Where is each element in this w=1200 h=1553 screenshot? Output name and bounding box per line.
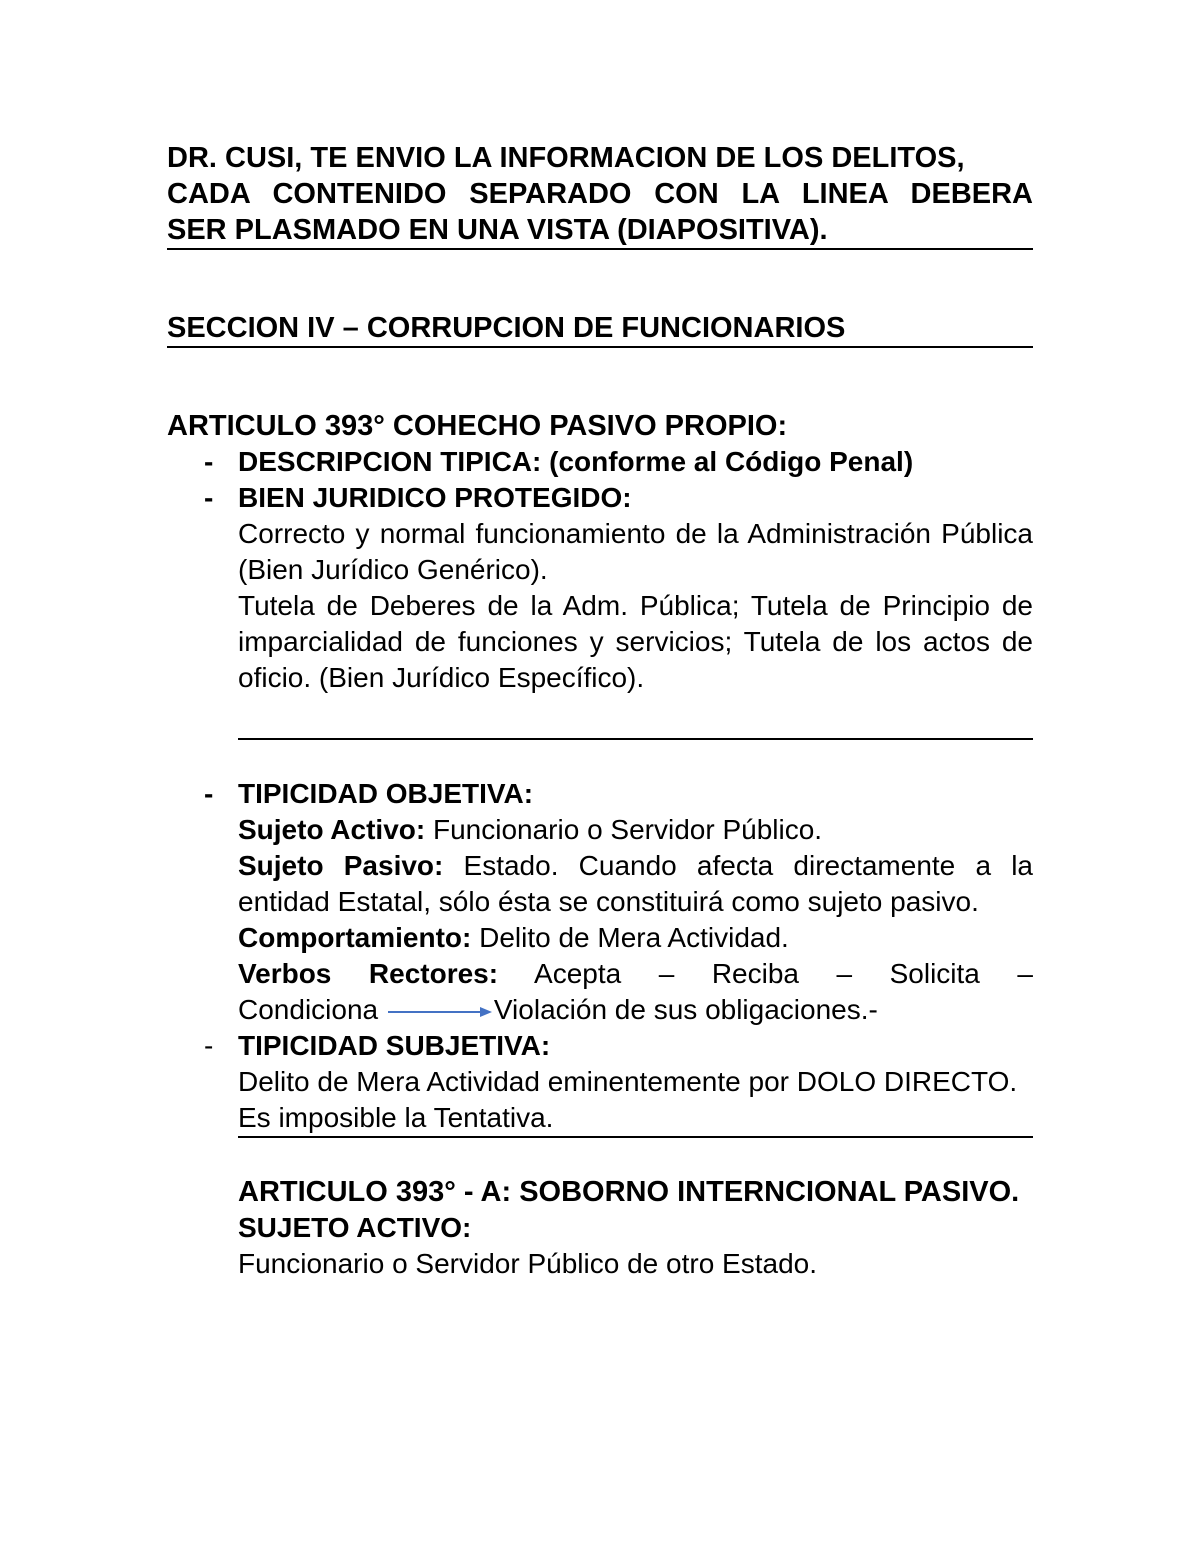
sujeto-pasivo: [238, 848, 1033, 920]
bullet-dash: -: [204, 446, 214, 477]
sujeto-activo: [238, 812, 1033, 848]
bien-juridico-generico: Correcto y normal funcionamiento de la Administración Pública (Bien Jurídico Genérico).: [238, 518, 1033, 585]
comportamiento-label: Comportamiento:: [238, 922, 472, 953]
bullet-dash: -: [204, 1030, 214, 1061]
verbos-rectores: [238, 956, 1033, 992]
list-item: [204, 1028, 1033, 1064]
section-title: SECCION IV – CORRUPCION DE FUNCIONARIOS: [167, 310, 1033, 348]
comportamiento-text: Delito de Mera Actividad.: [471, 922, 789, 953]
verbos-rectores-label: Verbos Rectores:: [238, 958, 499, 989]
list-item: [204, 776, 1033, 812]
intro-line-2: CADA CONTENIDO SEPARADO CON LA LINEA DEBERA: [167, 178, 1033, 210]
list-item: [204, 480, 1033, 516]
verbos-rectores-text: Acepta – Reciba – Solicita –: [534, 958, 1033, 989]
sujeto-activo-text: Funcionario o Servidor Público.: [425, 814, 823, 845]
tipicidad-subjetiva-label: TIPICIDAD SUBJETIVA:: [238, 1030, 551, 1061]
comportamiento: [238, 920, 1033, 956]
article-393-body: [204, 444, 1033, 1282]
intro-line-3: SER PLASMADO EN UNA VISTA (DIAPOSITIVA).: [167, 214, 828, 246]
intro-line-1: DR. CUSI, TE ENVIO LA INFORMACION DE LOS DELITOS,: [167, 142, 965, 174]
arrow-right-icon: [386, 1005, 494, 1019]
bien-juridico-label: BIEN JURIDICO PROTEGIDO:: [238, 482, 632, 513]
article-393a-sujeto-label: SUJETO ACTIVO:: [238, 1212, 472, 1243]
document-page: [167, 140, 1033, 1282]
tentativa-text: Es imposible la Tentativa.: [238, 1100, 1033, 1138]
sujeto-pasivo-label: Sujeto Pasivo:: [238, 850, 444, 881]
sujeto-activo-label: Sujeto Activo:: [238, 814, 426, 845]
bullet-dash: -: [204, 778, 214, 809]
bullet-dash: -: [204, 482, 214, 513]
section-divider: [238, 732, 1033, 740]
subjetiva-text: Delito de Mera Actividad eminentemente por DOLO DIRECTO.: [238, 1066, 1018, 1097]
article-393-title: ARTICULO 393° COHECHO PASIVO PROPIO:: [167, 410, 788, 442]
violacion-text: Violación de sus obligaciones.-: [493, 994, 878, 1025]
condiciona-line: [238, 992, 1033, 1028]
article-393a-sujeto-text: Funcionario o Servidor Público de otro Estado.: [238, 1248, 817, 1279]
bien-juridico-especifico: Tutela de Deberes de la Adm. Pública; Tutela de Principio de imparcialidad de funciones y servicios; Tutela de los actos de oficio. (Bien Jurídico Específico).: [238, 590, 1033, 693]
tipicidad-objetiva-label: TIPICIDAD OBJETIVA:: [238, 778, 534, 809]
sujeto-pasivo-text: Estado. Cuando afecta directamente a la entidad Estatal, sólo ésta se constituirá como sujeto pasivo.: [238, 850, 1033, 917]
article-393a-title: ARTICULO 393° - A: SOBORNO INTERNCIONAL PASIVO.: [238, 1176, 1020, 1208]
condiciona-text: Condiciona: [238, 994, 379, 1025]
intro-heading: [167, 140, 1033, 250]
list-item: [204, 444, 1033, 480]
descripcion-tipica: DESCRIPCION TIPICA: (conforme al Código Penal): [238, 446, 914, 477]
